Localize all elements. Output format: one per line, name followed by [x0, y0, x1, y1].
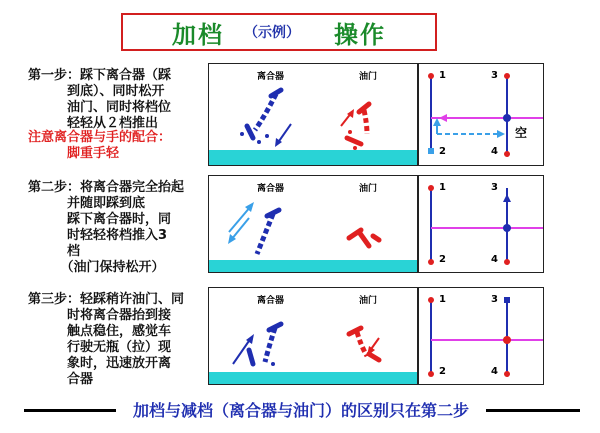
step2-text: [28, 180, 184, 276]
step3-line: 象时，迅速放开离: [28, 356, 172, 371]
step2-gear-drawing: [419, 176, 543, 272]
step2-line: 第二步：将离合器完全抬起: [28, 180, 185, 195]
bottom-caption: 加档与减档（离合器与油门）的区别只在第二步: [132, 401, 469, 420]
throttle-label: 油门: [359, 72, 378, 82]
step1-line: 轻轻从２档推出: [28, 116, 159, 131]
clutch-label: 离合器: [257, 296, 285, 306]
step3-line: 行驶无瓶（拉）现: [28, 340, 172, 355]
motion-dot: [265, 134, 269, 138]
step3-gear-panel: [418, 287, 544, 385]
throttle-label: 油门: [359, 184, 378, 194]
gear-3-label: 3: [491, 182, 498, 193]
gear-4-label: 4: [491, 254, 498, 265]
step1-gear-drawing: [419, 64, 543, 165]
floor-strip: [209, 260, 417, 272]
step1-text: [28, 68, 171, 132]
step2-gear-panel: [418, 175, 544, 273]
gear-1-label: 1: [439, 182, 446, 193]
step3-pedals-drawing: [209, 288, 417, 384]
neutral-knob: [503, 224, 511, 232]
bottom-rule-left: [24, 409, 116, 412]
gear-3-label: 3: [491, 70, 498, 81]
throttle-pedal-pad: [369, 354, 379, 360]
title-left: 加档: [172, 19, 224, 49]
clutch-pedal-pad: [247, 126, 253, 138]
step1-line: 到底）、同时松开: [28, 84, 165, 99]
motion-dot: [271, 362, 275, 366]
gear-knob-3: [504, 297, 510, 303]
throttle-pedal-pad: [347, 138, 361, 144]
motion-dot: [240, 132, 244, 136]
clutch-label: 离合器: [257, 72, 285, 82]
shift-arrow-head: [497, 130, 505, 138]
gear-2-label: 2: [439, 366, 446, 377]
step1-note: [28, 130, 171, 162]
step2-line: 踩下离合器时，同: [28, 212, 172, 227]
neutral-dot: [503, 336, 511, 344]
step2-pedals-drawing: [209, 176, 417, 272]
gear-dot: [428, 297, 434, 303]
step1-note-line: 注意离合器与手的配合：: [28, 130, 172, 145]
throttle-label: 油门: [359, 296, 378, 306]
neutral-label: 空: [515, 126, 528, 140]
gear-4-label: 4: [491, 146, 498, 157]
motion-dot: [257, 140, 261, 144]
gear-dot: [504, 73, 510, 79]
clutch-pedal-arm: [257, 214, 273, 254]
step2-line: 档: [28, 244, 81, 259]
title-box: [121, 13, 437, 51]
title-paren: （示例）: [244, 25, 300, 41]
gear-knob-start: [428, 148, 434, 154]
throttle-pedal-arm: [359, 232, 369, 246]
title-right: 操作: [334, 19, 386, 49]
shift-arrow-head: [503, 194, 511, 202]
step2-line: 时轻轻将档推入3: [28, 228, 168, 243]
bottom-rule-right: [486, 409, 580, 412]
floor-strip: [209, 150, 417, 165]
motion-dot: [353, 146, 357, 150]
gear-2-label: 2: [439, 146, 446, 157]
shift-arrow-head: [433, 118, 441, 126]
gear-dot: [428, 73, 434, 79]
step1-gear-panel: [418, 63, 544, 166]
gear-2-label: 2: [439, 254, 446, 265]
clutch-pedal-arm: [265, 328, 275, 362]
floor-strip: [209, 372, 417, 384]
step2-line: 并随即踩到底: [28, 196, 146, 211]
gear-dot: [504, 151, 510, 157]
clutch-label: 离合器: [257, 184, 285, 194]
motion-dot: [348, 130, 352, 134]
step3-line: 触点稳住，感觉车: [28, 324, 172, 339]
step3-gear-drawing: [419, 288, 543, 384]
gear-dot: [428, 185, 434, 191]
throttle-pedal-arm: [357, 332, 367, 356]
step1-pedal-panel: [208, 63, 418, 166]
gear-dot: [428, 371, 434, 377]
step1-line: 油门、同时将档位: [28, 100, 172, 115]
shift-arrow-head: [439, 114, 447, 122]
gear-dot: [504, 259, 510, 265]
gear-3-label: 3: [491, 294, 498, 305]
gear-4-label: 4: [491, 366, 498, 377]
step1-pedals-drawing: [209, 64, 417, 165]
step3-pedal-panel: [208, 287, 418, 385]
clutch-pedal-pad: [249, 350, 253, 364]
neutral-knob: [503, 114, 511, 122]
step2-pedal-panel: [208, 175, 418, 273]
throttle-pedal-arm: [364, 110, 367, 134]
press-arrow: [231, 218, 249, 240]
gear-dot: [504, 371, 510, 377]
step1-line: 第一步：踩下离合器（踩: [28, 68, 172, 83]
step3-line: 第三步：轻踩稍许油门、同: [28, 292, 185, 307]
step3-line: 合器: [28, 372, 94, 387]
throttle-pedal-pad: [373, 236, 379, 240]
step3-line: 时将离合器抬到接: [28, 308, 172, 323]
step3-text: [28, 292, 184, 388]
gear-1-label: 1: [439, 70, 446, 81]
gear-1-label: 1: [439, 294, 446, 305]
gear-dot: [428, 259, 434, 265]
step2-line: （油门保持松开）: [28, 260, 165, 275]
step1-note-line: 脚重手轻: [28, 146, 120, 161]
clutch-pedal-arm: [255, 94, 276, 130]
